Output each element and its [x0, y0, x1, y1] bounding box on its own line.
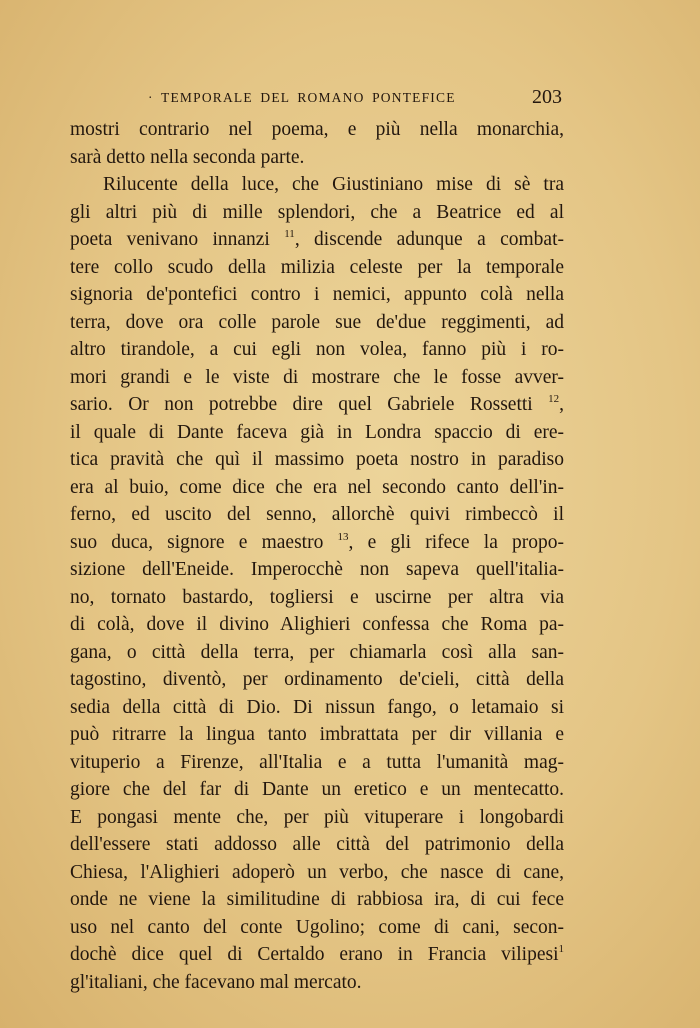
text-segment: sario. Or non potrebbe dire quel Gabriele Rossetti [70, 394, 533, 415]
text-line: vituperio a Firenze, all'Italia e a tutta l'umanità mag- [70, 751, 564, 773]
text-line: era al buio, come dice che era nel secondo canto dell'in- [70, 476, 564, 498]
text-line: Chiesa, l'Alighieri adoperò un verbo, che nasce di cane, [70, 861, 564, 883]
text-line: gl'italiani, che facevano mal mercato. [70, 971, 362, 993]
footnote-marker: 11 [284, 228, 295, 240]
running-title: · TEMPORALE DEL ROMANO PONTEFICE [148, 90, 456, 105]
text-line: di colà, dove il divino Alighieri confessa che Roma pa- [70, 614, 564, 635]
page-header [148, 86, 562, 110]
footnote-marker: 13 [337, 530, 349, 543]
text-line: ferno, ed uscito del senno, allorchè quivi rimbeccò il [70, 504, 564, 525]
text-line: tica pravità che quì il massimo poeta nostro in paradiso [70, 449, 564, 470]
text-line: no, tornato bastardo, togliersi e uscirne per altra via [70, 586, 564, 608]
footnote-marker: 12 [548, 393, 560, 405]
text-line: mostri contrario nel poema, e più nella monarchia, [70, 119, 564, 140]
text-segment: , [559, 394, 565, 415]
text-line: giore che del far di Dante un eretico e un mentecatto. [70, 779, 564, 800]
text-line: mori grandi e le viste di mostrare che le fosse avver- [70, 366, 564, 388]
text-line: può ritrarre la lingua tanto imbrattata per dir villania e [70, 724, 564, 745]
text-line: gana, o città della terra, per chiamarla così alla san- [70, 641, 564, 663]
text-line: tere collo scudo della milizia celeste per la temporale [70, 256, 564, 278]
text-line: signoria de'pontefici contro i nemici, appunto colà nella [70, 284, 564, 305]
text-line: sizione dell'Eneide. Imperocchè non sapeva quell'italia- [70, 559, 564, 580]
text-line: sarà detto nella seconda parte. [70, 146, 305, 168]
text-segment: , e gli rifece la propo- [348, 531, 565, 553]
text-segment: poeta venivano innanzi [70, 229, 270, 250]
text-line [70, 391, 564, 419]
text-line: altro tirandole, a cui egli non volea, fanno più i ro- [70, 339, 564, 360]
text-line [70, 529, 564, 557]
text-line: E pongasi mente che, per più vituperare i longobardi [70, 806, 564, 828]
page-number: 203 [532, 86, 562, 108]
text-line: dell'essere stati addosso alle città del patrimonio della [70, 834, 564, 855]
text-line: gli altri più di mille splendori, che a Beatrice ed al [70, 201, 564, 223]
text-segment: , discende adunque a combat- [294, 229, 564, 250]
text-line: terra, dove ora colle parole sue de'due reggimenti, ad [70, 311, 564, 333]
footnote-marker: 1 [558, 943, 564, 955]
body-text [70, 116, 564, 996]
text-line: uso nel canto del conte Ugolino; come di cani, secon- [70, 916, 564, 938]
text-line [70, 941, 564, 969]
text-segment: suo duca, signore e maestro [70, 531, 324, 553]
text-line: il quale di Dante faceva già in Londra spaccio di ere- [70, 421, 564, 443]
text-line [70, 226, 564, 254]
text-line: tagostino, diventò, per ordinamento de'cieli, città della [70, 669, 564, 690]
text-segment: dochè dice quel di Certaldo erano in Francia vilipesi [70, 944, 559, 965]
text-line: Rilucente della luce, che Giustiniano mise di sè tra [103, 174, 564, 195]
text-line: onde ne viene la similitudine di rabbiosa ira, di cui fece [70, 889, 564, 910]
text-line: sedia della città di Dio. Di nissun fango, o letamaio si [70, 696, 564, 718]
